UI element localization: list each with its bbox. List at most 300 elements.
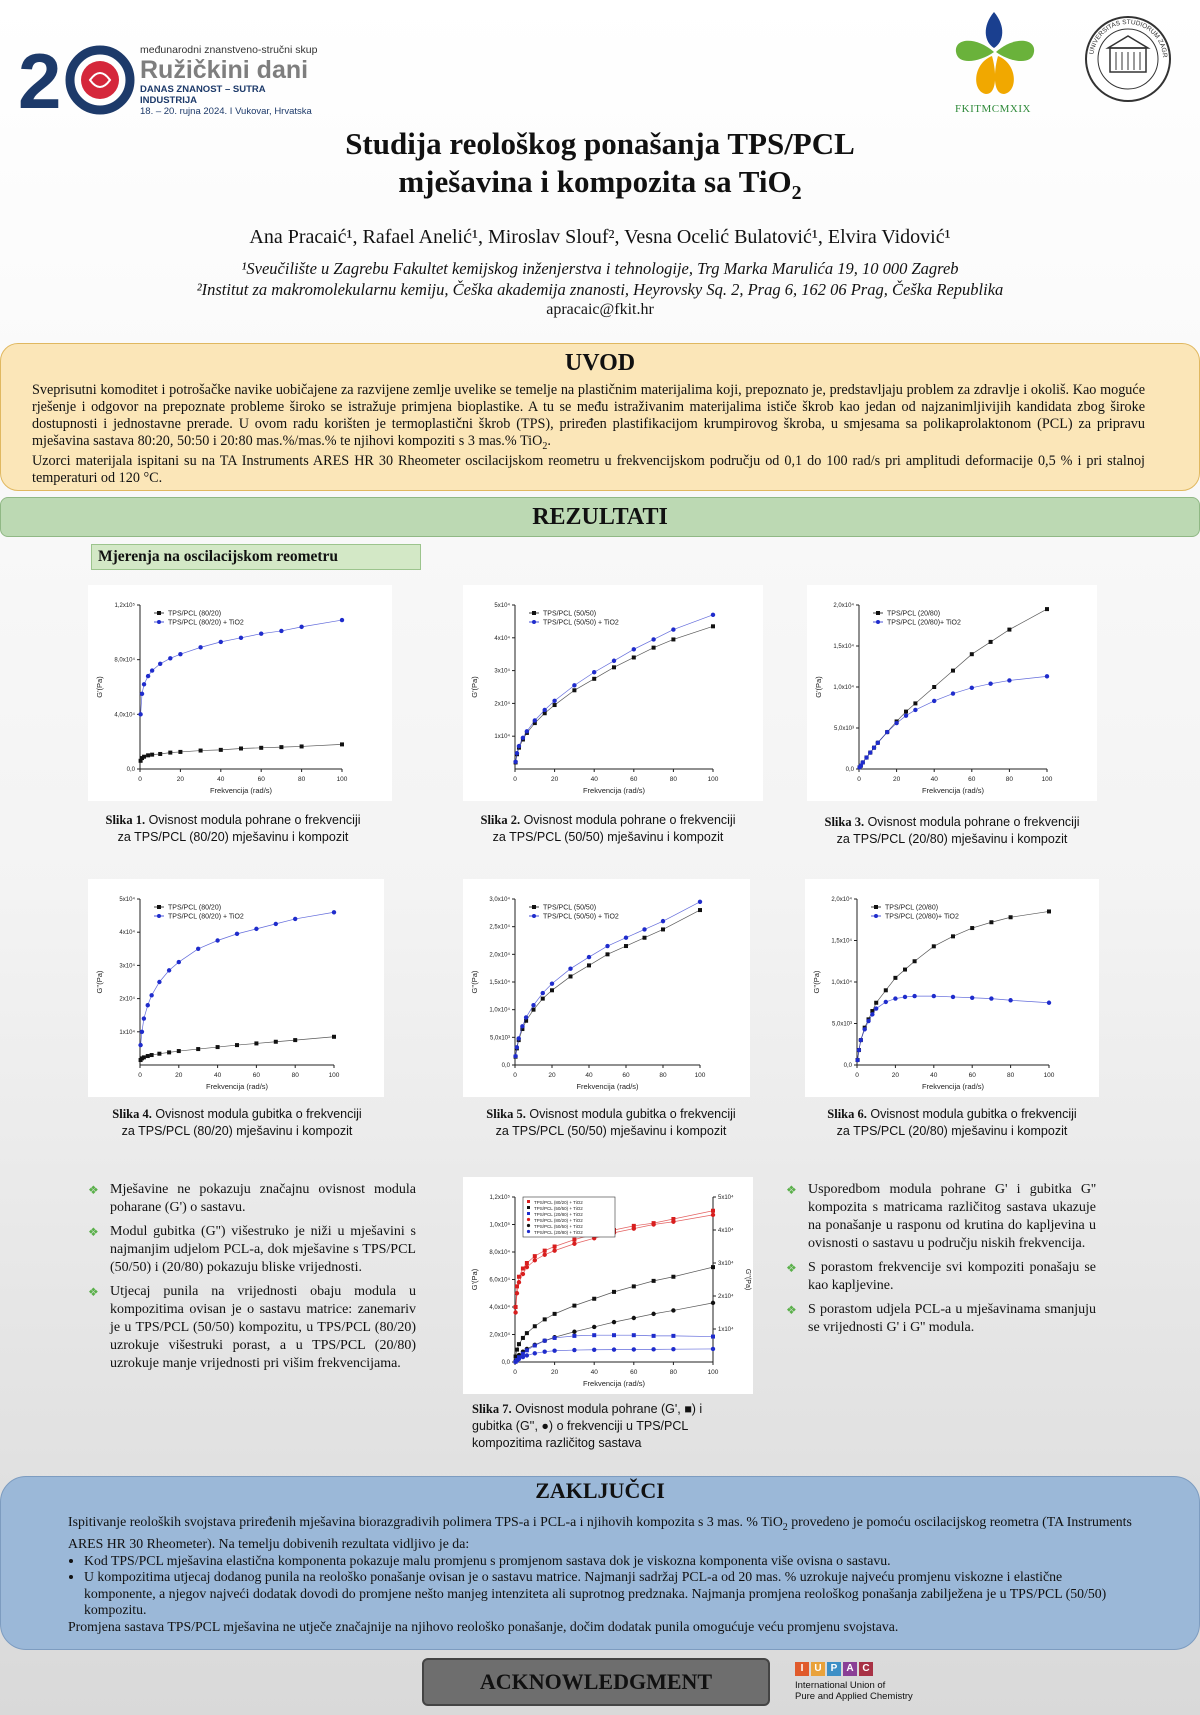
y-axis-label: G''(Pa) xyxy=(812,970,821,994)
data-point-square xyxy=(661,927,665,931)
chart-slika-1 xyxy=(88,585,392,801)
x-tick-label: 100 xyxy=(707,776,719,783)
chart-slika-2 xyxy=(463,585,763,801)
series-line xyxy=(860,609,1047,767)
data-point-circle xyxy=(866,1019,870,1023)
data-point-circle xyxy=(612,1320,616,1324)
data-point-circle xyxy=(543,1253,547,1257)
y-tick-label: 0,0 xyxy=(501,1063,510,1069)
data-point-square xyxy=(904,710,908,714)
legend-marker xyxy=(532,620,536,624)
legend-marker xyxy=(527,1206,530,1209)
x-axis-label: Frekvencija (rad/s) xyxy=(921,786,985,795)
data-point-square xyxy=(592,677,596,681)
legend-label: TPS/PCL (50/50) + TiO2 xyxy=(534,1206,583,1211)
data-point-circle xyxy=(932,994,936,998)
data-point-circle xyxy=(513,1310,517,1314)
iupac-letters: I U P A C xyxy=(795,1658,935,1676)
data-point-circle xyxy=(913,708,917,712)
data-point-circle xyxy=(533,718,537,722)
data-point-circle xyxy=(632,1347,636,1351)
data-point-circle xyxy=(138,1043,142,1047)
legend-marker xyxy=(157,611,161,615)
data-point-circle xyxy=(711,1213,715,1217)
data-point-circle xyxy=(970,996,974,1000)
x-tick-label: 20 xyxy=(892,776,901,783)
acknowledgment-box: ACKNOWLEDGMENT xyxy=(422,1658,770,1706)
data-point-circle xyxy=(198,645,202,649)
data-point-square xyxy=(553,703,557,707)
series-line xyxy=(858,996,1049,1060)
data-point-square xyxy=(533,1254,537,1258)
data-point-square xyxy=(150,1053,154,1057)
data-point-circle xyxy=(520,1024,524,1028)
rezultati-subtitle: Mjerenja na oscilacijskom reometru xyxy=(91,544,421,570)
data-point-circle xyxy=(521,736,525,740)
data-point-circle xyxy=(552,1349,556,1353)
poster-title-line2: mješavina i kompozita sa TiO$_2$ xyxy=(398,164,802,205)
x-axis-label: Frekvencija (rad/s) xyxy=(582,786,646,795)
data-point-circle xyxy=(142,1016,146,1020)
data-point-circle xyxy=(612,1347,616,1351)
series-line xyxy=(516,626,713,762)
y-tick-label: 0,0 xyxy=(843,1063,852,1069)
legend-marker xyxy=(527,1212,530,1215)
legend-marker xyxy=(527,1200,530,1203)
bullet-right-1: ❖ Usporedbom modula pohrane G' i gubitka G'' kompozita s matricama različitog sastava ukazuje na ponašanje u rasponu od krutina do kapljevina u ovisnosti o sastavu u području niskih frekvencija. xyxy=(786,1181,1096,1253)
bullets-left xyxy=(88,1181,416,1379)
legend-label: TPS/PCL (20/80) + TiO2 xyxy=(534,1230,583,1235)
x-axis-label: Frekvencija (rad/s) xyxy=(209,786,273,795)
data-point-square xyxy=(913,959,917,963)
data-point-square xyxy=(569,974,573,978)
data-point-square xyxy=(532,1008,536,1012)
x-tick-label: 60 xyxy=(968,776,976,783)
data-point-circle xyxy=(885,730,889,734)
data-point-square xyxy=(517,1275,521,1279)
legend xyxy=(529,611,619,627)
x-tick-label: 40 xyxy=(585,1072,593,1079)
data-point-circle xyxy=(932,699,936,703)
bullet-left-1: ❖ Mješavine ne pokazuju značajnu ovisnost modula poharane (G') o sastavu. xyxy=(88,1181,416,1217)
data-point-square xyxy=(553,1312,557,1316)
data-point-square xyxy=(541,997,545,1001)
data-point-circle xyxy=(293,917,297,921)
x-tick-label: 0 xyxy=(857,776,861,783)
data-point-circle xyxy=(515,751,519,755)
data-point-circle xyxy=(612,659,616,663)
iupac-line2: Pure and Applied Chemistry xyxy=(795,1691,913,1702)
data-point-square xyxy=(612,1290,616,1294)
legend xyxy=(529,905,619,921)
data-point-circle xyxy=(168,656,172,660)
y-tick-label: 2x10⁴ xyxy=(119,996,135,1003)
y-tick-label: 4,0x10⁴ xyxy=(489,1305,510,1311)
data-point-circle xyxy=(254,927,258,931)
data-point-square xyxy=(142,1055,146,1059)
data-point-square xyxy=(274,1040,278,1044)
y-tick-label-right: 1x10⁴ xyxy=(718,1327,734,1333)
data-point-square xyxy=(572,1334,576,1338)
legend xyxy=(523,1197,615,1237)
y-tick-label: 3x10⁴ xyxy=(494,668,510,675)
data-point-circle xyxy=(632,647,636,651)
data-point-circle xyxy=(568,967,572,971)
data-point-circle xyxy=(157,980,161,984)
y-tick-label: 5,0x10³ xyxy=(489,1035,510,1042)
data-point-square xyxy=(533,1344,537,1348)
data-point-circle xyxy=(332,910,336,914)
y-tick-label: 5,0x10³ xyxy=(833,726,854,732)
y-tick-label: 1,2x10⁵ xyxy=(489,1195,510,1201)
caption-slika-7: Slika 7. Ovisnost modula pohrane (G', ■) i gubitka (G'', ●) o frekvenciji u TPS/PCL kompozitima različitog sastava xyxy=(472,1402,703,1450)
data-point-square xyxy=(543,1339,547,1343)
data-point-square xyxy=(332,1035,336,1039)
y-tick-label-right: 2x10⁴ xyxy=(718,1294,734,1300)
y-tick-label: 1,5x10⁴ xyxy=(833,644,854,650)
y-axis-label: G'(Pa) xyxy=(95,676,104,698)
caption-slika-3: Slika 3. Ovisnost modula pohrane o frekvenciji za TPS/PCL (20/80) mješavinu i kompozit xyxy=(824,815,1080,846)
data-point-square xyxy=(592,1297,596,1301)
bullet-left-2: ❖ Modul gubitka (G'') višestruko je niži u mješavini s najmanjim udjelom PCL-a, dok mješavine s TPS/PCL (50/50) i (20/80) pokazuju bliske vrijednosti. xyxy=(88,1223,416,1277)
x-tick-label: 100 xyxy=(336,776,348,783)
legend-marker xyxy=(532,905,536,909)
data-point-circle xyxy=(855,1058,859,1062)
data-point-circle xyxy=(864,755,868,759)
data-point-circle xyxy=(1047,1001,1051,1005)
data-point-circle xyxy=(587,955,591,959)
data-point-circle xyxy=(524,1015,528,1019)
data-point-circle xyxy=(894,721,898,725)
legend-label: TPS/PCL (80/20) + TiO2 xyxy=(534,1200,583,1205)
data-point-square xyxy=(235,1043,239,1047)
x-tick-label: 100 xyxy=(1041,776,1053,783)
data-point-circle xyxy=(196,947,200,951)
data-point-circle xyxy=(651,1347,655,1351)
zakljucci-item-2: • U kompozitima utjecaj dodanog punila na reološko ponašanje ovisan je o sastavu matrice. Najmanji sadržaj PCL-a od 20 mas. % uzrokuje najveću promjenu viskozne i elastične komponente, a njegov najveći dodatak dovodi do promjene nešto manjeg intenziteta ali suprotnog predznaka. Najmanja promjena reološkog ponašanja zabilježena je u TPS/PCL (50/50) kompozitu. xyxy=(84,1569,1136,1619)
logo-line2: Ružičkini dani xyxy=(140,56,309,84)
data-point-square xyxy=(989,640,993,644)
legend-marker xyxy=(527,1224,530,1227)
data-point-circle xyxy=(904,714,908,718)
data-point-circle xyxy=(525,729,529,733)
data-point-square xyxy=(239,747,243,751)
legend-label: TPS/PCL (50/50) + TiO2 xyxy=(543,619,619,627)
data-point-circle xyxy=(299,625,303,629)
y-tick-label: 2,0x10⁴ xyxy=(833,603,854,609)
data-point-square xyxy=(884,988,888,992)
data-point-circle xyxy=(274,922,278,926)
y-tick-label: 2,0x10⁴ xyxy=(489,952,510,959)
chart-slika-6 xyxy=(805,879,1099,1097)
y-tick-label: 8,0x10⁴ xyxy=(489,1250,510,1256)
legend-label: TPS/PCL (50/50) + TiO2 xyxy=(543,913,619,921)
data-point-square xyxy=(587,963,591,967)
data-point-circle xyxy=(259,632,263,636)
data-point-circle xyxy=(543,708,547,712)
data-point-square xyxy=(543,1249,547,1253)
data-point-circle xyxy=(552,699,556,703)
x-tick-label: 100 xyxy=(707,1369,719,1376)
university-seal-icon xyxy=(1083,14,1173,104)
data-point-circle xyxy=(870,1012,874,1016)
y-tick-label: 1x10⁴ xyxy=(119,1029,135,1036)
chart-7-svg xyxy=(463,1177,753,1394)
data-point-circle xyxy=(533,1258,537,1262)
data-point-circle xyxy=(876,741,880,745)
data-point-circle xyxy=(651,1312,655,1316)
poster-title-line1: Studija reološkog ponašanja TPS/PCL xyxy=(345,126,855,161)
data-point-square xyxy=(1045,607,1049,611)
chart-slika-3 xyxy=(807,585,1097,801)
data-point-square xyxy=(632,1333,636,1337)
legend-marker xyxy=(157,620,161,624)
data-point-square xyxy=(550,988,554,992)
legend-label: TPS/PCL (20/80)+ TiO2 xyxy=(885,913,959,921)
data-point-square xyxy=(1009,915,1013,919)
logo-line3: DANAS ZNANOST – SUTRA INDUSTRIJA xyxy=(140,84,266,106)
x-tick-label: 20 xyxy=(891,1072,900,1079)
data-point-circle xyxy=(146,674,150,678)
data-point-circle xyxy=(219,640,223,644)
data-point-circle xyxy=(912,994,916,998)
data-point-circle xyxy=(698,900,702,904)
data-point-square xyxy=(913,701,917,705)
data-point-circle xyxy=(592,1348,596,1352)
data-point-circle xyxy=(140,1030,144,1034)
y-tick-label: 1,0x10⁵ xyxy=(489,1222,510,1229)
data-point-circle xyxy=(521,1355,525,1359)
data-point-square xyxy=(158,752,162,756)
data-point-square xyxy=(168,751,172,755)
data-point-circle xyxy=(158,662,162,666)
data-point-circle xyxy=(531,1003,535,1007)
x-tick-label: 100 xyxy=(1043,1072,1055,1079)
data-point-square xyxy=(632,655,636,659)
data-point-circle xyxy=(862,1027,866,1031)
data-point-square xyxy=(259,746,263,750)
legend-marker xyxy=(874,914,878,918)
y-tick-label: 1,0x10⁴ xyxy=(489,1007,510,1014)
legend-label: TPS/PCL (80/20) + TiO2 xyxy=(534,1218,583,1223)
data-point-circle xyxy=(868,750,872,754)
caption-slika-5: Slika 5. Ovisnost modula gubitka o frekvenciji za TPS/PCL (50/50) mješavinu i kompozit xyxy=(486,1107,736,1138)
legend-label: TPS/PCL (80/20) xyxy=(168,904,222,912)
y-tick-label: 3,0x10⁴ xyxy=(489,897,510,903)
logo-line1: međunarodni znanstveno-stručni skup xyxy=(140,44,318,56)
data-point-square xyxy=(698,908,702,912)
data-point-circle xyxy=(988,682,992,686)
y-tick-label: 1x10⁴ xyxy=(494,734,510,741)
x-tick-label: 80 xyxy=(297,776,306,783)
data-point-circle xyxy=(140,692,144,696)
data-point-square xyxy=(300,744,304,748)
data-point-circle xyxy=(605,944,609,948)
data-point-circle xyxy=(671,1308,675,1312)
legend-label: TPS/PCL (80/20) xyxy=(168,610,222,618)
x-tick-label: 0 xyxy=(513,776,517,783)
legend xyxy=(873,611,961,627)
y-axis-label-right: G''(Pa) xyxy=(744,1268,751,1291)
data-point-circle xyxy=(150,668,154,672)
x-tick-label: 80 xyxy=(669,776,678,783)
zakljucci-item-1: • Kod TPS/PCL mješavina elastična komponenta pokazuje malu promjenu s promjenom sastava dok je viskozna komponenta više ovisna o sastavu. xyxy=(84,1553,1136,1570)
data-point-square xyxy=(951,669,955,673)
data-point-square xyxy=(1047,909,1051,913)
chart-1-svg xyxy=(88,585,392,801)
legend-marker xyxy=(876,611,880,615)
logo-rose-icon xyxy=(81,61,119,99)
legend xyxy=(154,905,244,921)
data-point-square xyxy=(146,753,150,757)
data-point-square xyxy=(612,1333,616,1337)
chart-4-svg xyxy=(88,879,384,1097)
data-point-square xyxy=(572,1304,576,1308)
x-tick-label: 0 xyxy=(138,776,142,783)
data-point-circle xyxy=(550,981,554,985)
data-point-circle xyxy=(951,995,955,999)
chart-5-svg xyxy=(463,879,750,1097)
y-tick-label: 8,0x10⁴ xyxy=(114,657,135,664)
data-point-square xyxy=(216,1045,220,1049)
data-point-square xyxy=(572,688,576,692)
legend-label: TPS/PCL (20/80) xyxy=(885,904,939,912)
y-tick-label: 4,0x10⁴ xyxy=(114,712,135,719)
legend-marker xyxy=(527,1218,530,1221)
data-point-square xyxy=(932,944,936,948)
data-point-square xyxy=(525,1331,529,1335)
data-point-circle xyxy=(632,1226,636,1230)
y-tick-label-right: 5x10⁴ xyxy=(718,1195,734,1201)
data-point-circle xyxy=(517,744,521,748)
data-point-circle xyxy=(989,996,993,1000)
data-point-square xyxy=(711,1335,715,1339)
series-line xyxy=(141,620,342,714)
data-point-square xyxy=(711,624,715,628)
data-point-circle xyxy=(592,670,596,674)
x-tick-label: 100 xyxy=(328,1072,340,1079)
data-point-circle xyxy=(525,1353,529,1357)
data-point-square xyxy=(525,1348,529,1352)
data-point-circle xyxy=(572,1330,576,1334)
data-point-circle xyxy=(671,1347,675,1351)
y-axis-label: G'(Pa) xyxy=(470,1268,479,1291)
data-point-square xyxy=(167,1050,171,1054)
seal-text: UNIVERSITAS STUDIORUM ZAGR xyxy=(1088,18,1169,58)
data-point-circle xyxy=(235,932,239,936)
data-point-square xyxy=(932,685,936,689)
x-tick-label: 20 xyxy=(550,1369,559,1376)
y-tick-label: 1,0x10⁴ xyxy=(831,980,852,986)
x-tick-label: 40 xyxy=(213,1072,222,1079)
data-point-circle xyxy=(340,618,344,622)
x-axis-label: Frekvencija (rad/s) xyxy=(205,1082,269,1091)
data-point-circle xyxy=(859,1038,863,1042)
data-point-circle xyxy=(525,1265,529,1269)
y-tick-label: 0,0 xyxy=(845,767,854,773)
y-tick-label: 6,0x10⁴ xyxy=(489,1277,510,1284)
y-tick-label: 5,0x10³ xyxy=(831,1021,852,1028)
y-tick-label: 5x10⁴ xyxy=(494,603,510,609)
legend-label: TPS/PCL (80/20) + TiO2 xyxy=(168,619,244,627)
data-point-circle xyxy=(142,682,146,686)
x-tick-label: 40 xyxy=(590,1369,598,1376)
legend-label: TPS/PCL (50/50) + TiO2 xyxy=(534,1224,583,1229)
affiliation-2: ²Institut za makromolekularnu kemiju, Češka akademija znanosti, Heyrovsky Sq. 2, Prag 6, 162 06 Prag, Češka Republika xyxy=(196,280,1004,299)
iupac-line1: International Union of xyxy=(795,1680,886,1691)
x-tick-label: 20 xyxy=(175,1072,183,1079)
y-axis-label: G'(Pa) xyxy=(470,676,479,698)
data-point-square xyxy=(142,755,146,759)
y-tick-label: 2,0x10⁴ xyxy=(489,1332,510,1339)
chart-slika-4 xyxy=(88,879,384,1097)
data-point-square xyxy=(146,1054,150,1058)
data-point-square xyxy=(903,968,907,972)
data-point-circle xyxy=(167,968,171,972)
series-line xyxy=(516,615,713,762)
data-point-square xyxy=(199,749,203,753)
data-point-circle xyxy=(517,1357,521,1361)
data-point-circle xyxy=(177,960,181,964)
data-point-square xyxy=(521,1336,525,1340)
x-tick-label: 40 xyxy=(930,1072,938,1079)
data-point-square xyxy=(1007,628,1011,632)
series-line xyxy=(141,1037,334,1060)
affiliation-1: ¹Sveučilište u Zagrebu Fakultet kemijskog inženjerstva i tehnologije, Trg Marka Marulića 19, 10 000 Zagreb xyxy=(241,259,959,278)
data-point-square xyxy=(340,742,344,746)
data-point-square xyxy=(624,944,628,948)
data-point-square xyxy=(543,1317,547,1321)
data-point-circle xyxy=(861,760,865,764)
x-tick-label: 80 xyxy=(1005,776,1014,783)
data-point-circle xyxy=(1007,678,1011,682)
zakljucci-title: ZAKLJUČCI xyxy=(535,1478,665,1503)
data-point-square xyxy=(533,1324,537,1328)
data-point-circle xyxy=(884,1000,888,1004)
y-tick-label: 2,5x10⁴ xyxy=(489,924,510,931)
data-point-circle xyxy=(572,1348,576,1352)
data-point-circle xyxy=(513,760,517,764)
data-point-circle xyxy=(149,993,153,997)
chart-slika-5 xyxy=(463,879,750,1097)
data-point-circle xyxy=(515,1045,519,1049)
data-point-circle xyxy=(521,1272,525,1276)
legend-label: TPS/PCL (50/50) xyxy=(543,610,597,618)
data-point-square xyxy=(671,1334,675,1338)
bullet-left-3: ❖ Utjecaj punila na vrijednosti obaju modula u kompozitima ovisan je o sastavu matrice: zanemariv je u TPS/PCL (50/50) kompozitu, u TPS/PCL (80/20) uzrokuje višestruki porast, a u TPS/PCL (20/80) uzrokuje manje vrijednosti pri višim frekvencijama. xyxy=(88,1283,416,1373)
data-point-square xyxy=(874,1001,878,1005)
x-tick-label: 60 xyxy=(257,776,265,783)
data-point-circle xyxy=(671,1220,675,1224)
x-tick-label: 40 xyxy=(217,776,225,783)
data-point-square xyxy=(177,1049,181,1053)
data-point-circle xyxy=(541,991,545,995)
y-tick-label: 1,5x10⁴ xyxy=(831,938,852,945)
y-tick-label: 5x10⁴ xyxy=(119,897,135,903)
data-point-circle xyxy=(572,1242,576,1246)
data-point-square xyxy=(553,1245,557,1249)
x-tick-label: 20 xyxy=(550,776,559,783)
legend-marker xyxy=(532,611,536,615)
bullet-right-2: ❖ S porastom frekvencije svi kompoziti ponašaju se kao kapljevine. xyxy=(786,1259,1096,1295)
x-tick-label: 80 xyxy=(1006,1072,1015,1079)
legend-marker xyxy=(876,620,880,624)
logo-line4: 18. – 20. rujna 2024. I Vukovar, Hrvatska xyxy=(140,106,312,117)
data-point-circle xyxy=(874,1006,878,1010)
data-point-square xyxy=(521,1267,525,1271)
data-point-square xyxy=(671,1275,675,1279)
legend-label: TPS/PCL (20/80)+ TiO2 xyxy=(887,619,961,627)
